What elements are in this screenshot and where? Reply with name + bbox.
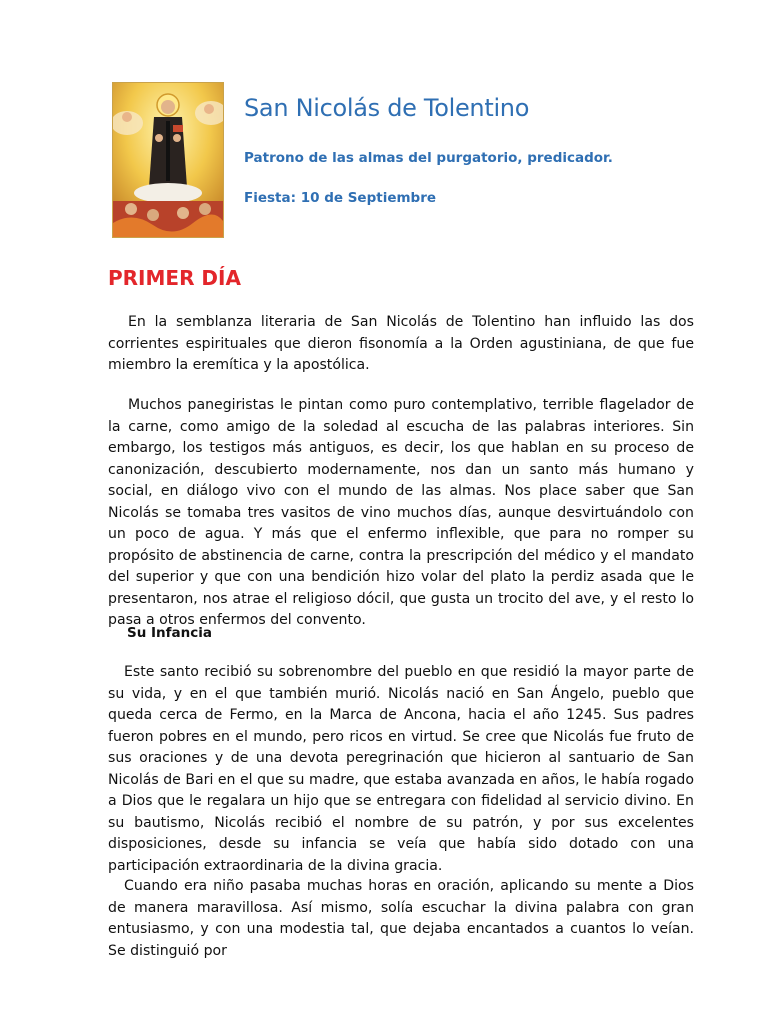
paragraph: Este santo recibió su sobrenombre del pueblo en que residió la mayor parte de su vida, y en el que también murió. Nicolás nació en San Ángelo, pueblo que queda cerca de Fermo, en la Marca de Ancona, hacia el año 1245. Sus padres fueron pobres en el mundo, pero ricos en virtud. Se cree que Nicolás fue fruto de sus oraciones y de una devota peregrinación que hicieron al santuario de San Nicolás de Bari en el que su madre, que estaba avanzada en años, le había rogado a Dios que le regalara un hijo que se entregara con fidelidad al servicio divino. En su bautismo, Nicolás recibió el nombre de su patrón, y por sus excelentes disposiciones, desde su infancia se veía que había sido dotado con una participación extraordinaria de la divina gracia. <box>108 664 694 874</box>
paragraph: En la semblanza literaria de San Nicolás de Tolentino han influido las dos corrientes espirituales que dieron fisonomía a la Orden agustiniana, de que fue miembro la eremítica y la apostólica. <box>108 314 694 373</box>
day-heading: PRIMER DÍA <box>108 266 241 290</box>
paragraph: Muchos panegiristas le pintan como puro contemplativo, terrible flagelador de la carne, como amigo de la soledad al escucha de las palabras interiores. Sin embargo, los testigos más antiguos, es decir, los que hablan en su proceso de canonización, descubierto modernamente, nos dan un santo más humano y social, en diálogo vivo con el mundo de las almas. Nos place saber que San Nicolás se tomaba tres vasitos de vino muchos días, aunque desvirtuándolo con un poco de agua. Y más que el enfermo inflexible, que para no romper su propósito de abstinencia de carne, contra la prescripción del médico y el mandato del superior y que con una bendición hizo volar del plato la perdiz asada que le presentaron, nos atrae el religioso dócil, que gusta un trocito del ave, y el resto lo pasa a otros enfermos del convento. <box>108 397 694 628</box>
page-title: San Nicolás de Tolentino <box>244 94 530 122</box>
section-heading: Su Infancia <box>127 625 213 641</box>
document-header <box>112 82 712 242</box>
paragraph: Cuando era niño pasaba muchas horas en oración, aplicando su mente a Dios de manera maravillosa. Así mismo, solía escuchar la divina palabra con gran entusiasmo, y con una modestia tal, que dejaba encantados a cuantos lo veían. Se distinguió por <box>108 878 694 959</box>
saint-illustration <box>113 83 223 237</box>
page-subtitle: Patrono de las almas del purgatorio, predicador. <box>244 150 613 166</box>
feast-date: Fiesta: 10 de Septiembre <box>244 190 437 206</box>
saint-image <box>112 82 224 238</box>
